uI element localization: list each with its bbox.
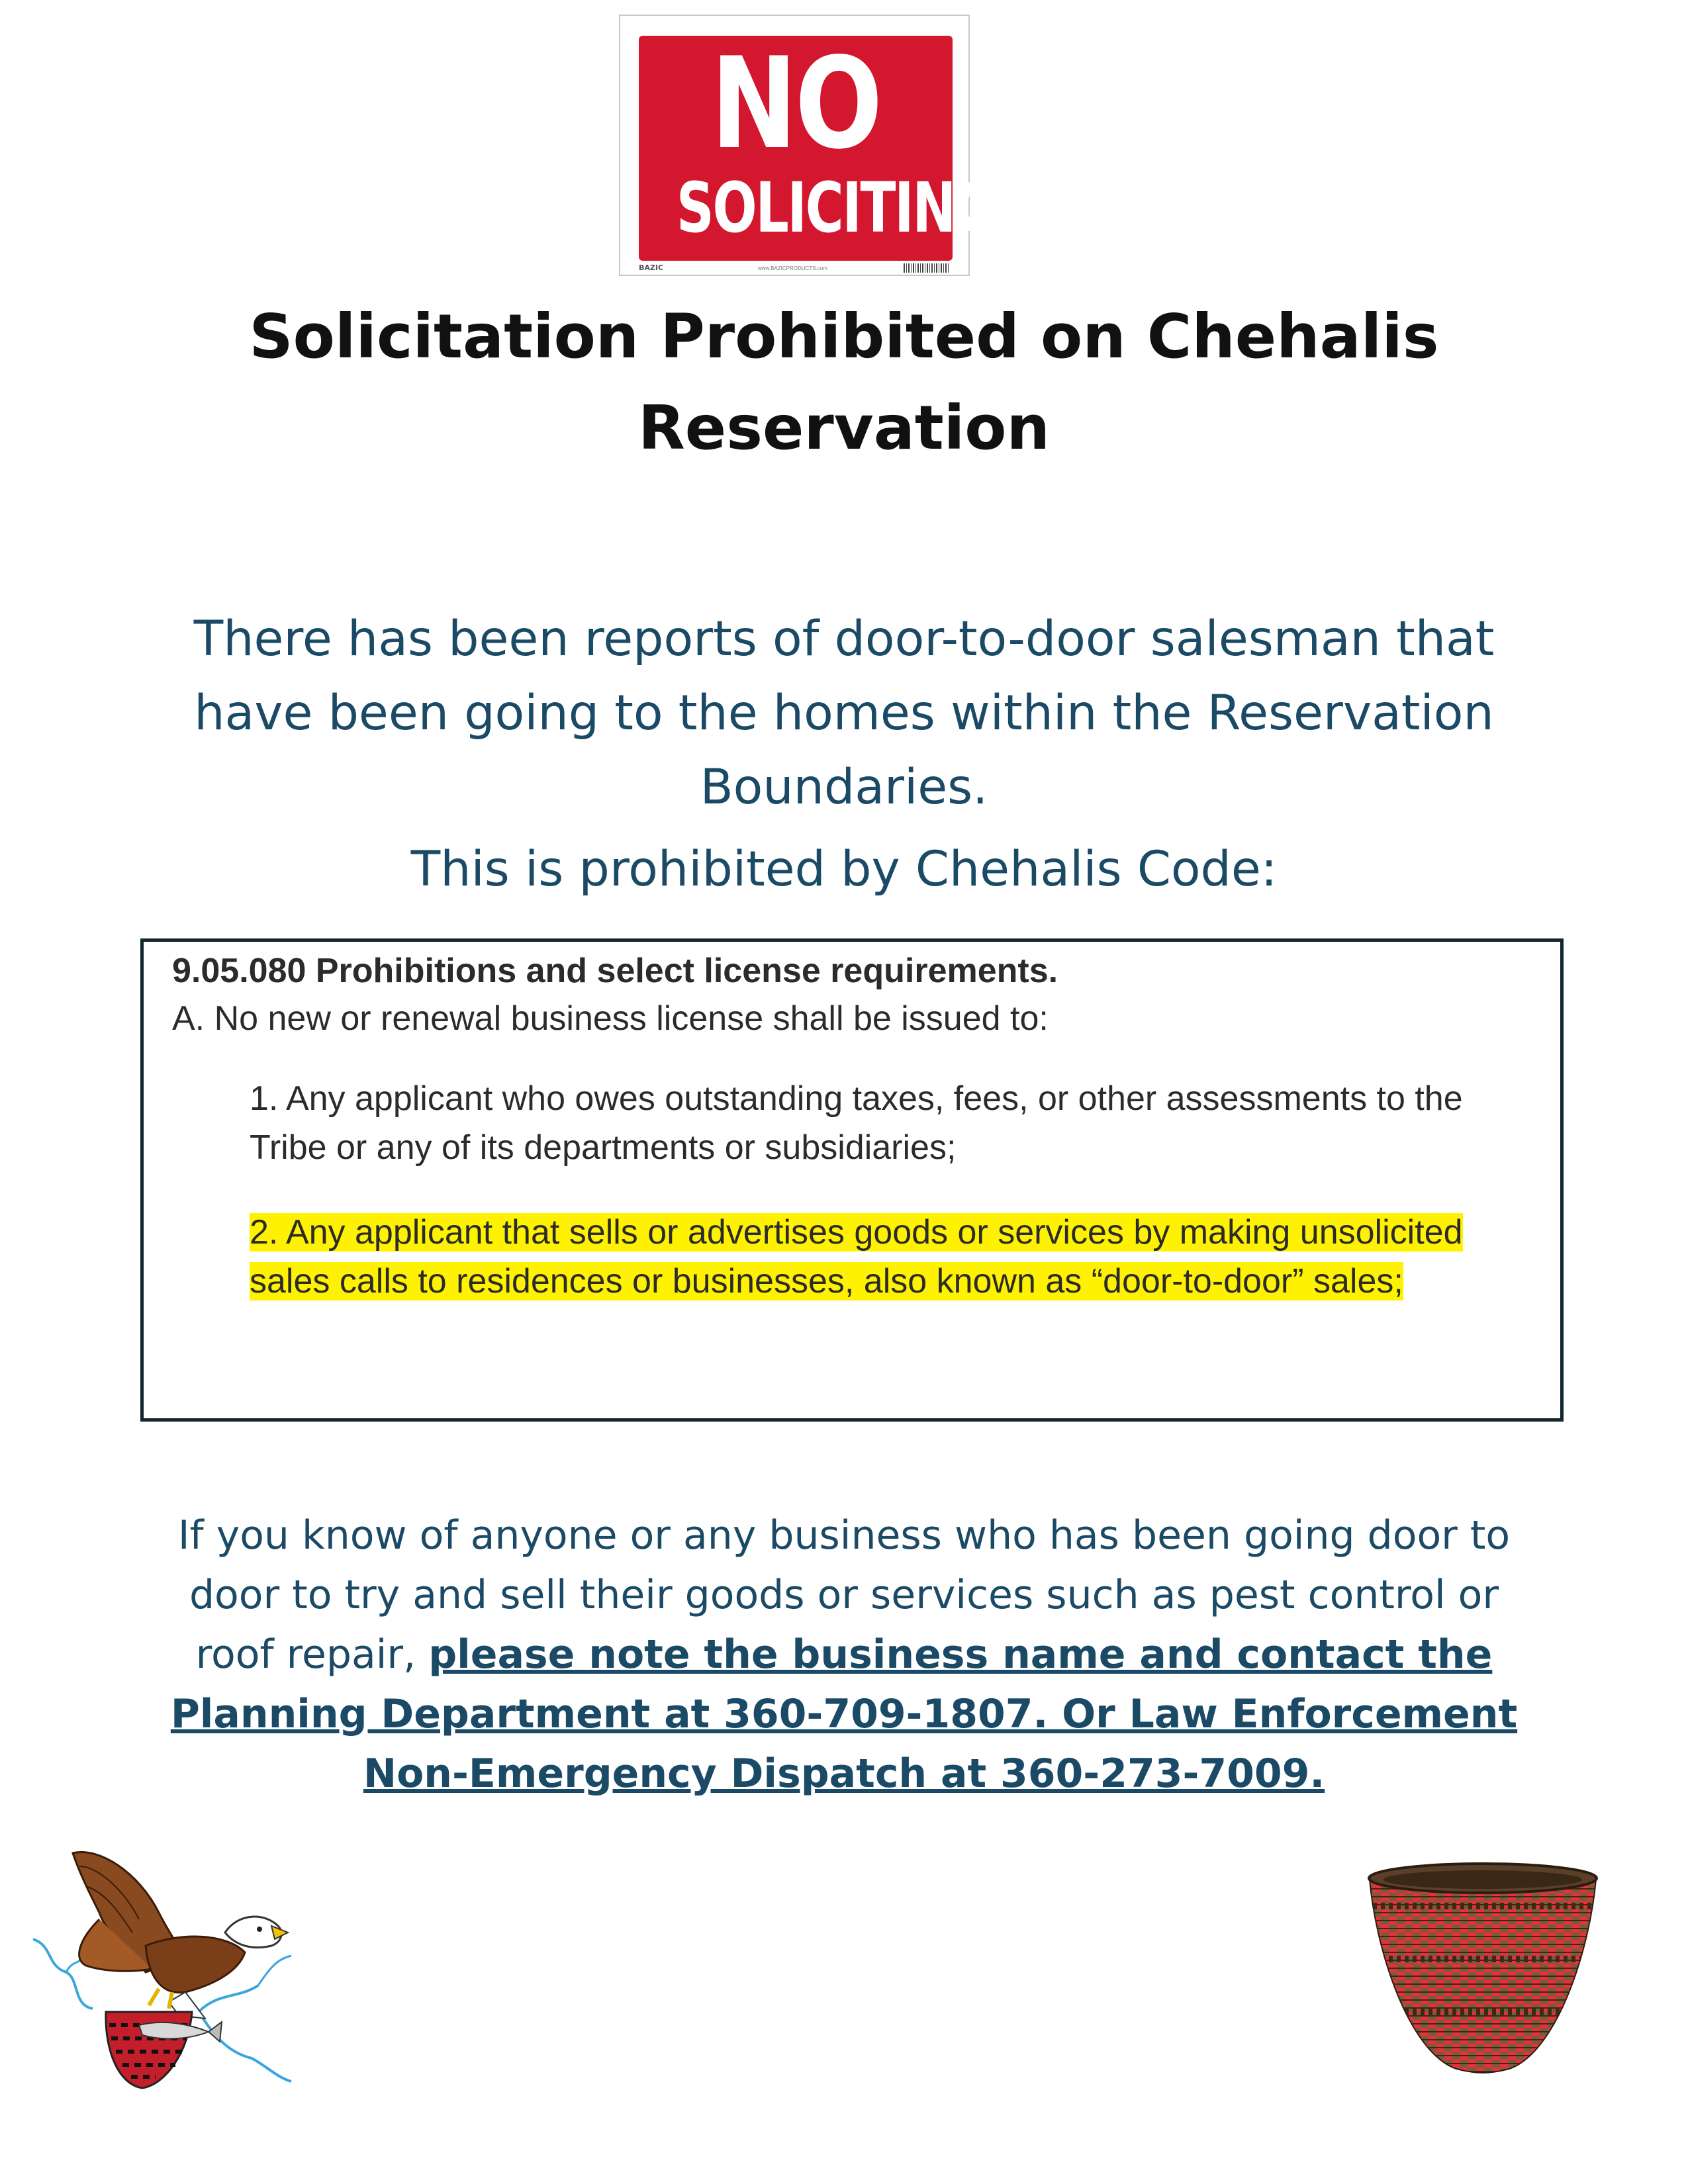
sign-brand-logo: BAZIC [639, 263, 664, 272]
intro-line-3: Boundaries. [700, 759, 988, 815]
title-line-2: Reservation [637, 392, 1051, 463]
code-heading: 9.05.080 Prohibitions and select license requirements. [172, 952, 1058, 990]
eagle-illustration [26, 1833, 305, 2098]
contact-line-4 [0, 1684, 1688, 1744]
code-excerpt-box [140, 938, 1564, 1422]
code-section-a: A. No new or renewal business license shall be issued to: [172, 999, 1049, 1038]
sign-url: www.BAZICPRODUCTS.com [758, 265, 827, 271]
intro-line-1: There has been reports of door-to-door salesman that [193, 611, 1495, 667]
intro-paragraph [0, 602, 1688, 825]
sign-red-panel [639, 30, 996, 261]
planning-phone-text: Planning Department at 360-709-1807. Or Law Enforcement [170, 1691, 1518, 1737]
contact-line-3 [0, 1625, 1688, 1684]
intro-line-2: have been going to the homes within the Reservation [194, 685, 1494, 741]
highlighted-text: 2. Any applicant that sells or advertises goods or services by making unsolicited sales calls to residences or businesses, also known as “door-to-door” sales; [250, 1213, 1463, 1300]
contact-line-5 [0, 1744, 1688, 1803]
page-title [0, 291, 1688, 474]
contact-line-1: If you know of anyone or any business who has been going door to [177, 1512, 1511, 1559]
code-item-1: 1. Any applicant who owes outstanding taxes, fees, or other assessments to the Tribe or any of its departments or subsidiaries; [250, 1079, 1463, 1167]
dispatch-phone-text: Non-Emergency Dispatch at 360-273-7009. [363, 1751, 1325, 1797]
contact-line-3-bold: please note the business name and contact the [428, 1631, 1493, 1678]
contact-line-3-plain: roof repair, [195, 1631, 429, 1678]
contact-line-2: door to try and sell their goods or services such as pest control or [189, 1572, 1499, 1618]
sign-footer [639, 263, 950, 274]
basket-illustration [1357, 1853, 1609, 2078]
title-line-1: Solicitation Prohibited on Chehalis [249, 301, 1439, 372]
sign-no-text: NO [710, 30, 881, 177]
code-lead-in: This is prohibited by Chehalis Code: [410, 841, 1278, 897]
no-soliciting-sign [619, 15, 996, 276]
sign-barcode [904, 263, 950, 273]
sign-soliciting-text: SOLICITING [676, 167, 996, 248]
contact-paragraph [0, 1506, 1688, 1803]
code-item-2 [250, 1208, 1507, 1306]
